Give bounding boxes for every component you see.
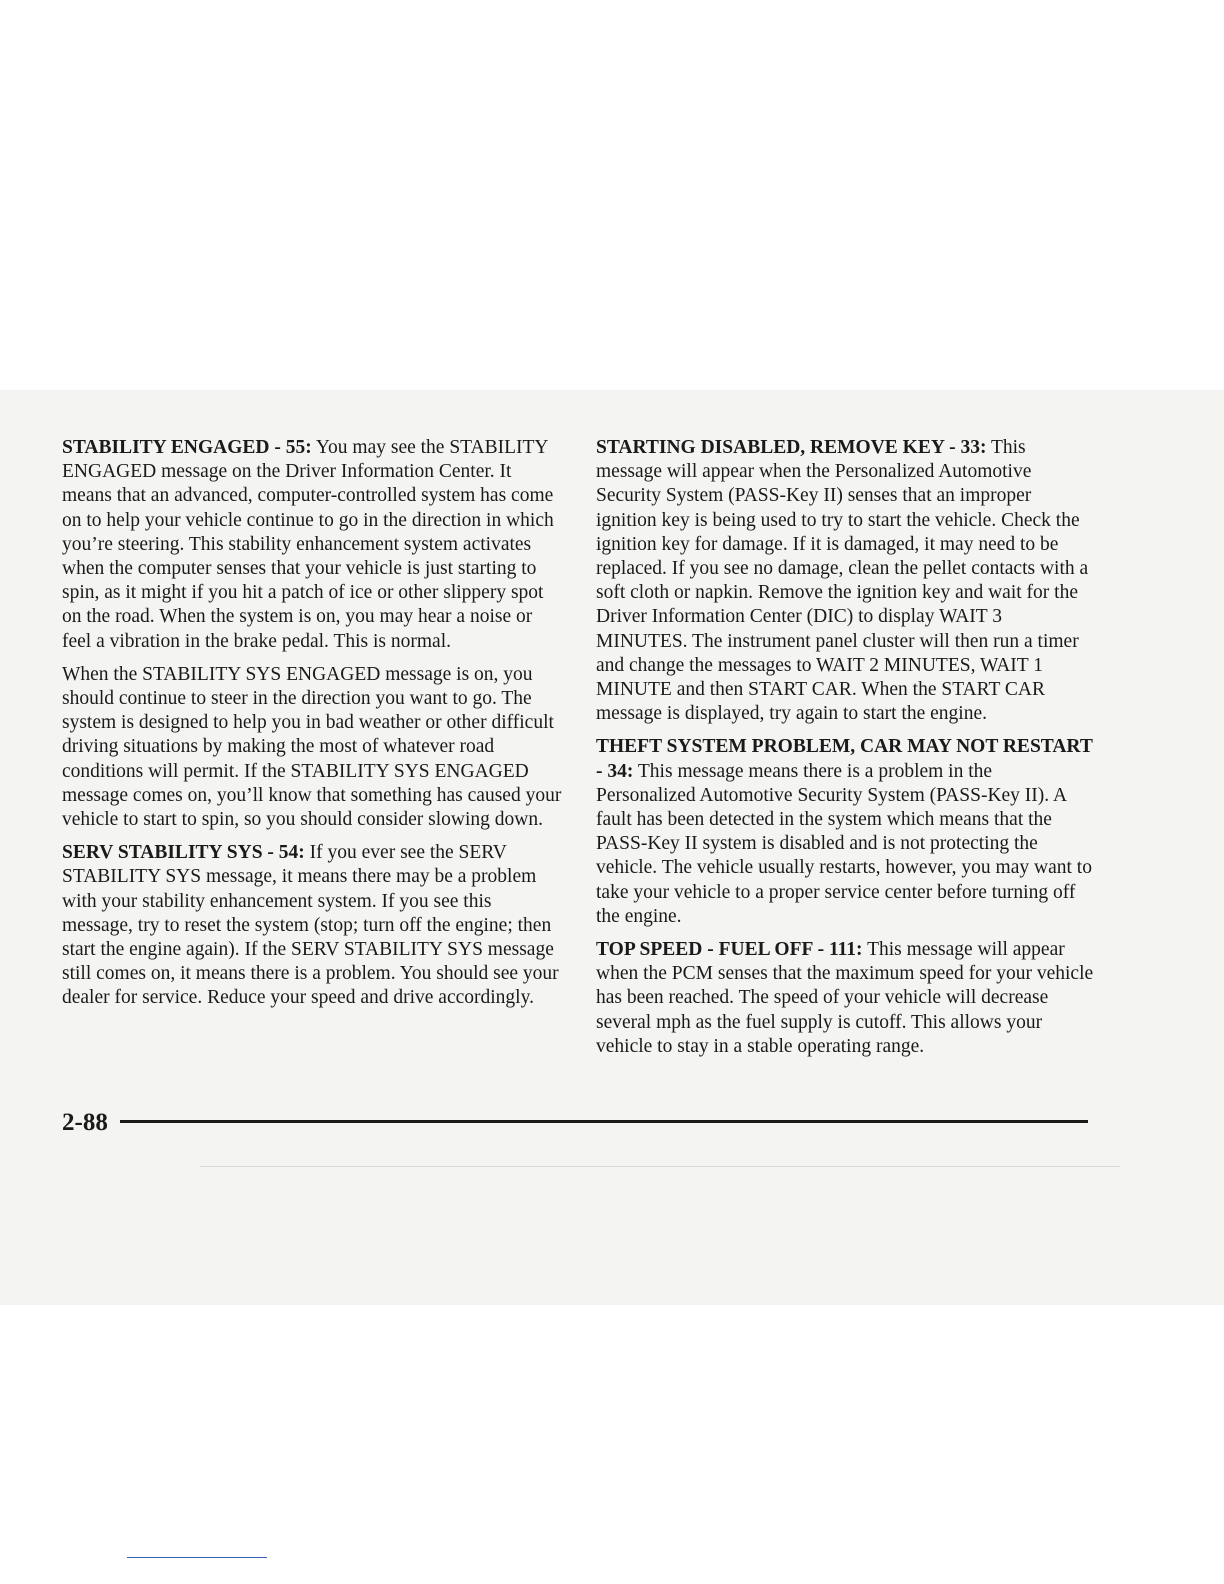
body-theft-system-problem: This message means there is a problem in the Personalized Automotive Security System (PASS-Key II). A fault has been detected in the system which means that the PASS-Key II system is disabled and is not protecting the vehicle. The vehicle usually restarts, however, you may want to take your vehicle to a proper service center before turning off the engine. — [596, 760, 1092, 927]
heading-stability-engaged: STABILITY ENGAGED - 55: — [62, 437, 312, 458]
body-stability-sys-engaged: When the STABILITY SYS ENGAGED message is on, you should continue to steer in the direction you want to go. The system is designed to help you in bad weather or other difficult driving situations by making the most of whatever road conditions will permit. If the STABILITY SYS ENGAGED message comes on, you’ll know that something has caused your vehicle to start to spin, so you should consider slowing down. — [62, 663, 562, 831]
body-starting-disabled: This message will appear when the Personalized Automotive Security System (PASS-Key II) senses that an improper ignition key is being used to try to start the vehicle. Check the ignition key for damage. If it is damaged, it may need to be replaced. If you see no damage, clean the pellet contacts with a soft cloth or napkin. Remove the ignition key and wait for the Driver Information Center (DIC) to display WAIT 3 MINUTES. The instrument panel cluster will then run a timer and change the messages to WAIT 2 MINUTES, WAIT 1 MINUTE and then START CAR. When the START CAR message is displayed, try again to start the engine. — [596, 437, 1089, 725]
bottom-underline-mark — [127, 1557, 267, 1558]
paragraph-starting-disabled — [596, 436, 1096, 726]
page-number: 2-88 — [62, 1109, 108, 1136]
heading-top-speed-fuel-off: TOP SPEED - FUEL OFF - 111: — [596, 939, 863, 961]
paragraph-stability-sys-engaged — [62, 663, 562, 832]
body-top-speed-fuel-off: This message will appear when the PCM senses that the maximum speed for your vehicle has been reached. The speed of your vehicle will decrease several mph as the fuel supply is cutoff. This allows your vehicle to stay in a stable operating range. — [596, 939, 1094, 1057]
footer-rule — [120, 1120, 1088, 1123]
paragraph-serv-stability-sys — [62, 841, 562, 1010]
right-column — [596, 436, 1096, 1068]
heading-theft-system-problem: THEFT SYSTEM PROBLEM, CAR MAY NOT RESTART - 34: — [596, 736, 1093, 782]
left-column — [62, 436, 562, 1020]
heading-starting-disabled: STARTING DISABLED, REMOVE KEY - 33: — [596, 437, 987, 458]
heading-serv-stability-sys: SERV STABILITY SYS - 54: — [62, 842, 305, 864]
body-stability-engaged: You may see the STABILITY ENGAGED message on the Driver Information Center. It means that an advanced, computer-controlled system has come on to help your vehicle continue to go in the direction in which you’re steering. This stability enhancement system activates when the computer senses that your vehicle is just starting to spin, as it might if you hit a patch of ice or other slippery spot on the road. When the system is on, you may hear a noise or feel a vibration in the brake pedal. This is normal. — [62, 437, 554, 652]
body-serv-stability-sys: If you ever see the SERV STABILITY SYS message, it means there may be a problem with your stability enhancement system. If you see this message, try to reset the system (stop; turn off the engine; then start the engine again). If the SERV STABILITY SYS message still comes on, it means there is a problem. You should see your dealer for service. Reduce your speed and drive accordingly. — [62, 842, 559, 1009]
scan-artifact-line — [200, 1166, 1120, 1167]
paragraph-stability-engaged — [62, 436, 562, 654]
paragraph-top-speed-fuel-off — [596, 938, 1096, 1059]
paragraph-theft-system-problem — [596, 735, 1096, 929]
